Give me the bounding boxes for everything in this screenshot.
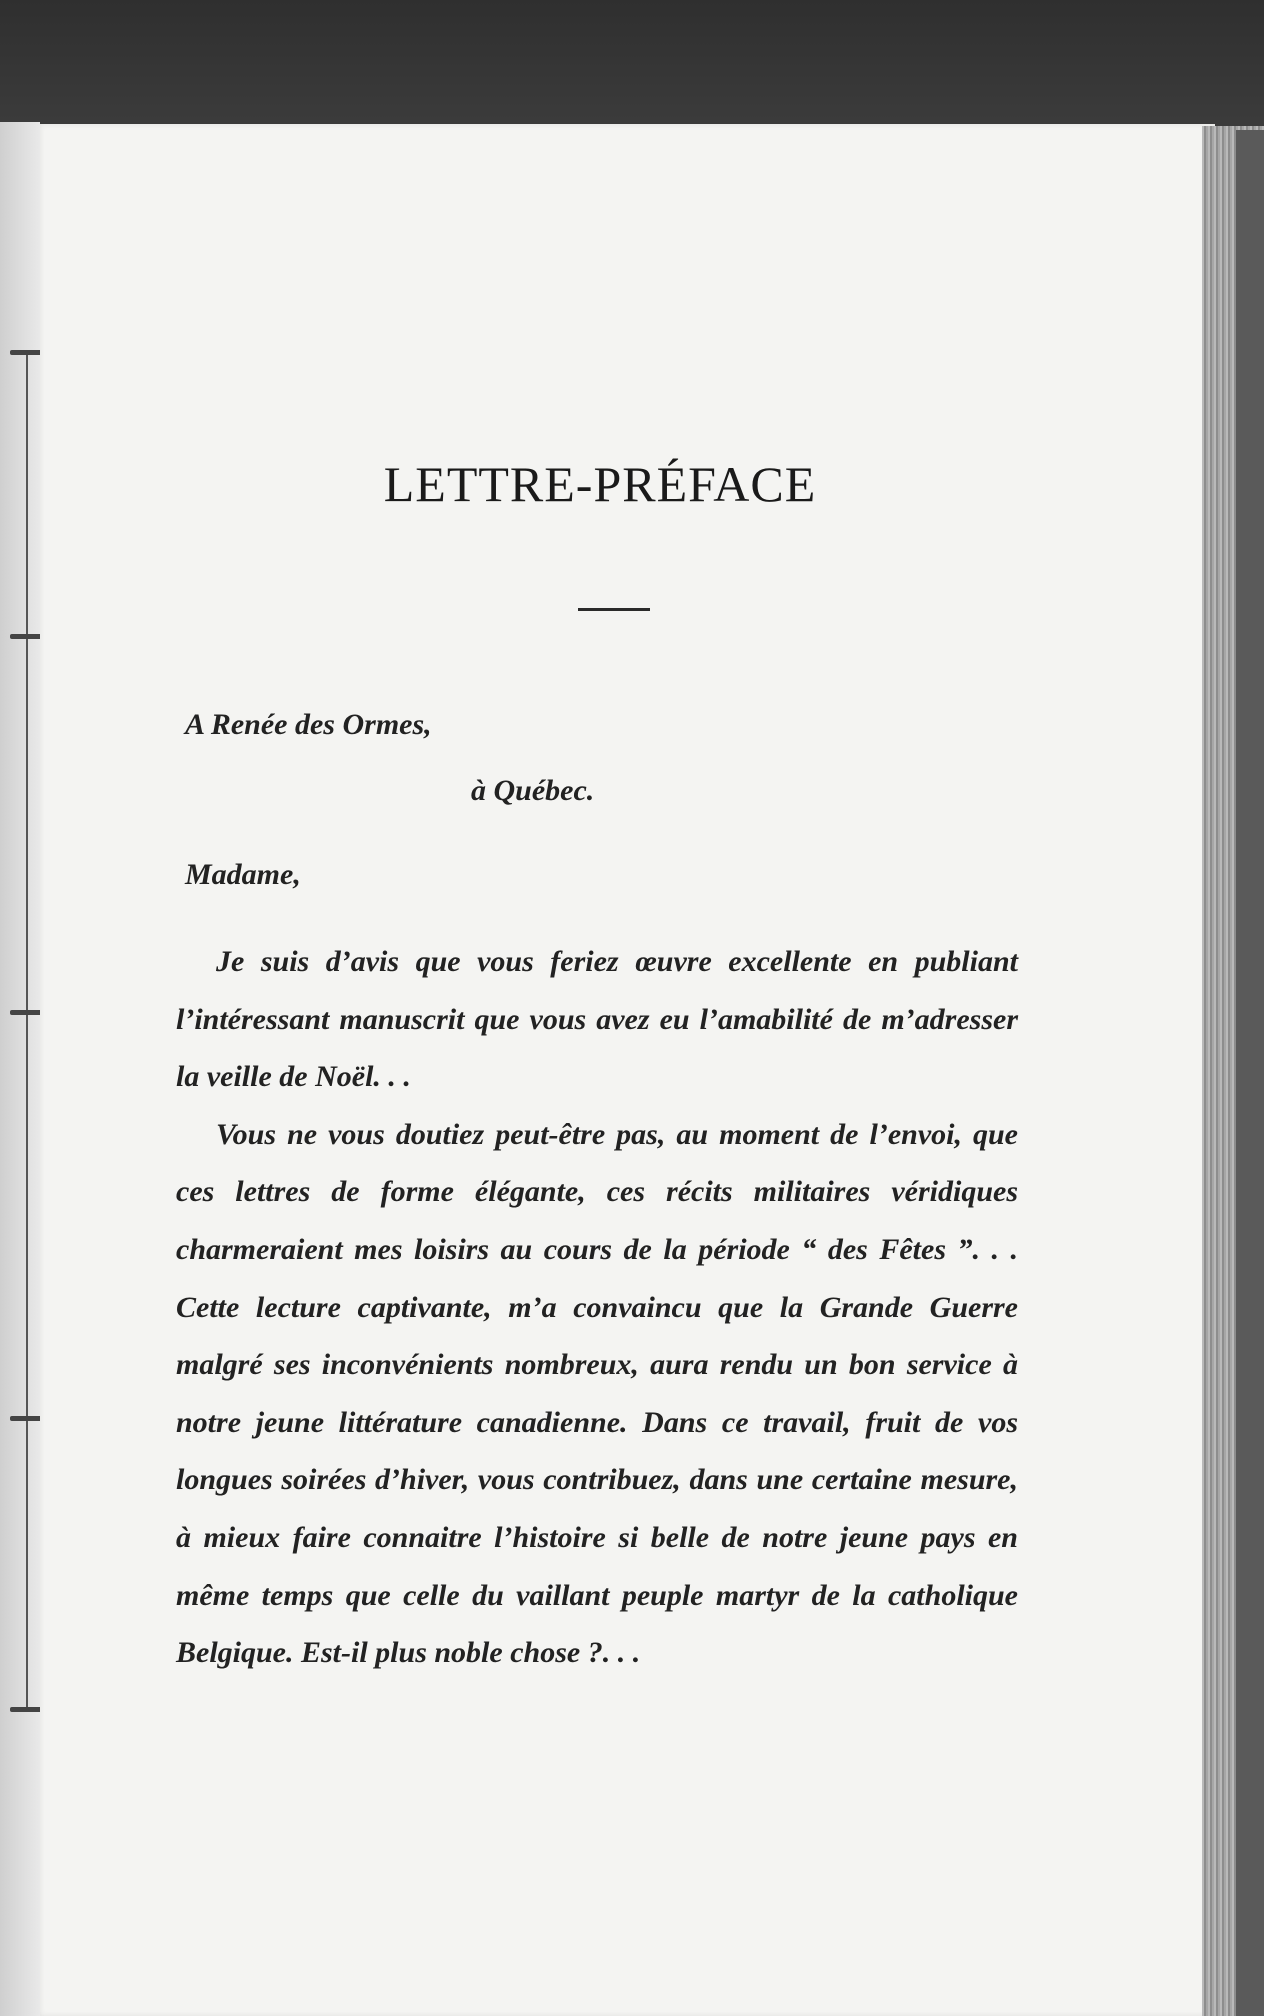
paragraph: Vous ne vous doutiez peut-être pas, au moment de l’envoi, que ces lettres de forme élégante, ces récits militaires véridiques charmeraient mes loisirs au cours de la période “ des Fêtes ”. . . Cette lecture captivante, m’a convaincu que la Grande Guerre malgré ses inconvénients nombreux, aura rendu un bon service à notre jeune littérature canadienne. Dans ce travail, fruit de vos longues soirées d’hiver, vous contribuez, dans une certaine mesure, à mieux faire connaitre l’histoire si belle de notre jeune pays en même temps que celle du vaillant peuple martyr de la catholique Belgique. Est-il plus noble chose ?. . . — [176, 1117, 1018, 1670]
title-divider — [578, 608, 650, 611]
paragraph: Je suis d’avis que vous feriez œuvre excellente en publiant l’intéressant manuscrit que vous avez eu l’amabilité de m’adresser la veille de Noël. . . — [176, 945, 1018, 1094]
page-title: LETTRE-PRÉFACE — [383, 456, 817, 512]
letter-body — [176, 933, 1018, 1682]
addressee-name: A Renée des Ormes, — [185, 708, 432, 741]
addressee-city: à Québec. — [471, 774, 595, 807]
greeting: Madame, — [185, 858, 301, 891]
